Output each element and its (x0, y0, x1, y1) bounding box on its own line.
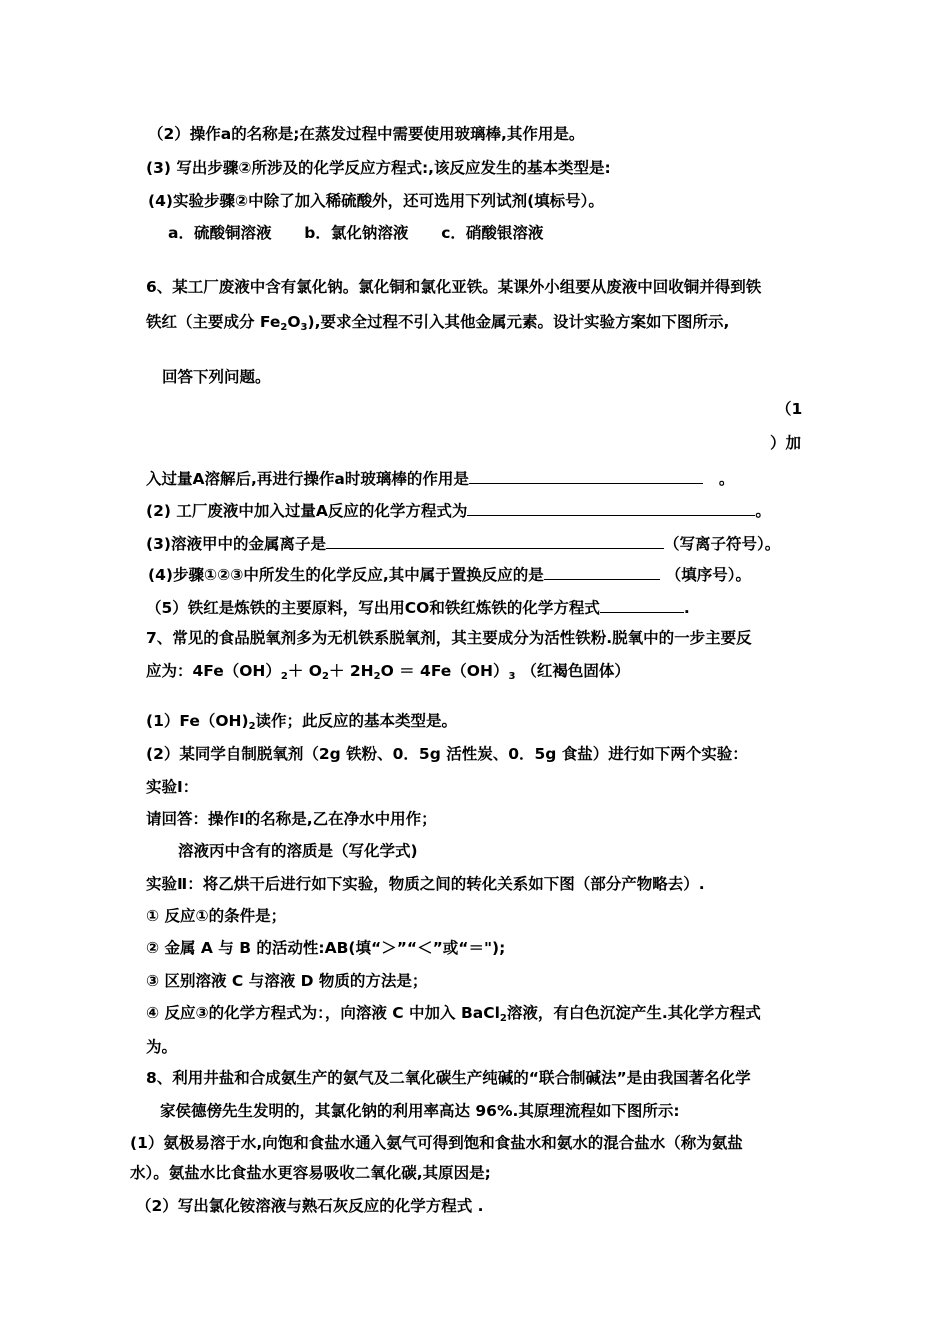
q6-intro-line3: 回答下列问题。 (162, 368, 271, 386)
q6-q1-number: （1 (776, 400, 803, 418)
q7-experiment1-label: 实验Ⅰ： (146, 778, 199, 796)
q8-intro-line2: 家侯德傍先生发明的，其氯化钠的利用率高达 96%.其原理流程如下图所示: (160, 1102, 680, 1120)
q7-equation: 应为：$4Fe(OH)_2+ O_2+ 2H_2O = 4Fe(OH)_3$ （红褐色固体） (146, 662, 630, 682)
q5-part2: （2）操作a的名称是;在蒸发过程中需要使用玻璃棒,其作用是。 (148, 125, 585, 143)
q7-subq2: ② 金属 A 与 B 的活动性:AB(填“＞”“＜”或“＝"); (146, 939, 506, 957)
q6-q4-text: (4)步骤①②③中所发生的化学反应,其中属于置换反应的是 （填序号）。 (148, 563, 751, 586)
q6-q1-tail: ）加 (770, 434, 802, 452)
q7-subq4-end: 为。 (146, 1038, 178, 1056)
q6-q5-text: （5）铁红是炼铁的主要原料，写出用CO和铁红炼铁的化学方程式 . (146, 596, 690, 619)
q8-part2: （2）写出氯化铵溶液与熟石灰反应的化学方程式 . (136, 1197, 484, 1215)
q7-part1: $(1)Fe(OH)_2$读作；此反应的基本类型是。 (146, 712, 458, 732)
q5-part3: (3) 写出步骤②所涉及的化学反应方程式:,该反应发生的基本类型是: (146, 159, 611, 177)
q5-option-a: a．硫酸铜溶液 (168, 224, 272, 242)
q8-part1-line2: 水）。氨盐水比食盐水更容易吸收二氧化碳,其原因是; (130, 1164, 491, 1182)
q7-experiment1-question1: 请回答：操作Ⅰ的名称是,乙在净水中用作； (146, 810, 437, 828)
q7-subq4: ④ 反应③的化学方程式为：，向溶液 C 中加入 BaCl$_2$溶液，有白色沉淀产生.其化学方程式 (146, 1004, 761, 1024)
q7-experiment1-question2: 溶液丙中含有的溶质是（写化学式) (178, 842, 418, 860)
q7-part2: (2）某同学自制脱氧剂（2g 铁粉、0．5g 活性炭、0．5g 食盐）进行如下两个实验： (146, 745, 748, 763)
q5-option-c: c．硝酸银溶液 (441, 224, 544, 242)
q8-part1-line1: (1）氨极易溶于水,向饱和食盐水通入氨气可得到饱和食盐水和氨水的混合盐水（称为氨盐 (130, 1134, 743, 1152)
q6-intro-line2: 铁红（主要成分 $Fe_2O_3$),要求全过程不引入其他金属元素。设计实验方案如下图所示, (146, 313, 730, 333)
q7-intro-line1: 7、常见的食品脱氧剂多为无机铁系脱氧剂，其主要成分为活性铁粉.脱氧中的一步主要反 (146, 629, 752, 647)
q6-intro-line1: 6、某工厂废液中含有氯化钠。氯化铜和氯化亚铁。某课外小组要从废液中回收铜并得到铁 (146, 278, 762, 296)
q7-subq3: ③ 区别溶液 C 与溶液 D 物质的方法是； (146, 972, 428, 990)
q5-part4: (4)实验步骤②中除了加入稀硫酸外，还可选用下列试剂(填标号）。 (148, 192, 604, 210)
q7-experiment2-label: 实验Ⅱ：将乙烘干后进行如下实验，物质之间的转化关系如下图（部分产物略去）. (146, 875, 705, 893)
q5-option-b: b．氯化钠溶液 (304, 224, 409, 242)
q6-q1-text: 入过量A溶解后,再进行操作a时玻璃棒的作用是 。 (146, 467, 734, 490)
q6-q2-text: (2) 工厂废液中加入过量A反应的化学方程式为 。 (146, 499, 771, 522)
q7-subq1: ① 反应①的条件是； (146, 907, 287, 925)
q5-options (168, 222, 543, 244)
q8-intro-line1: 8、利用井盐和合成氨生产的氨气及二氧化碳生产纯碱的“联合制碱法”是由我国著名化学 (146, 1069, 751, 1087)
q6-q3-text: (3)溶液甲中的金属离子是 （写离子符号）。 (146, 532, 780, 555)
